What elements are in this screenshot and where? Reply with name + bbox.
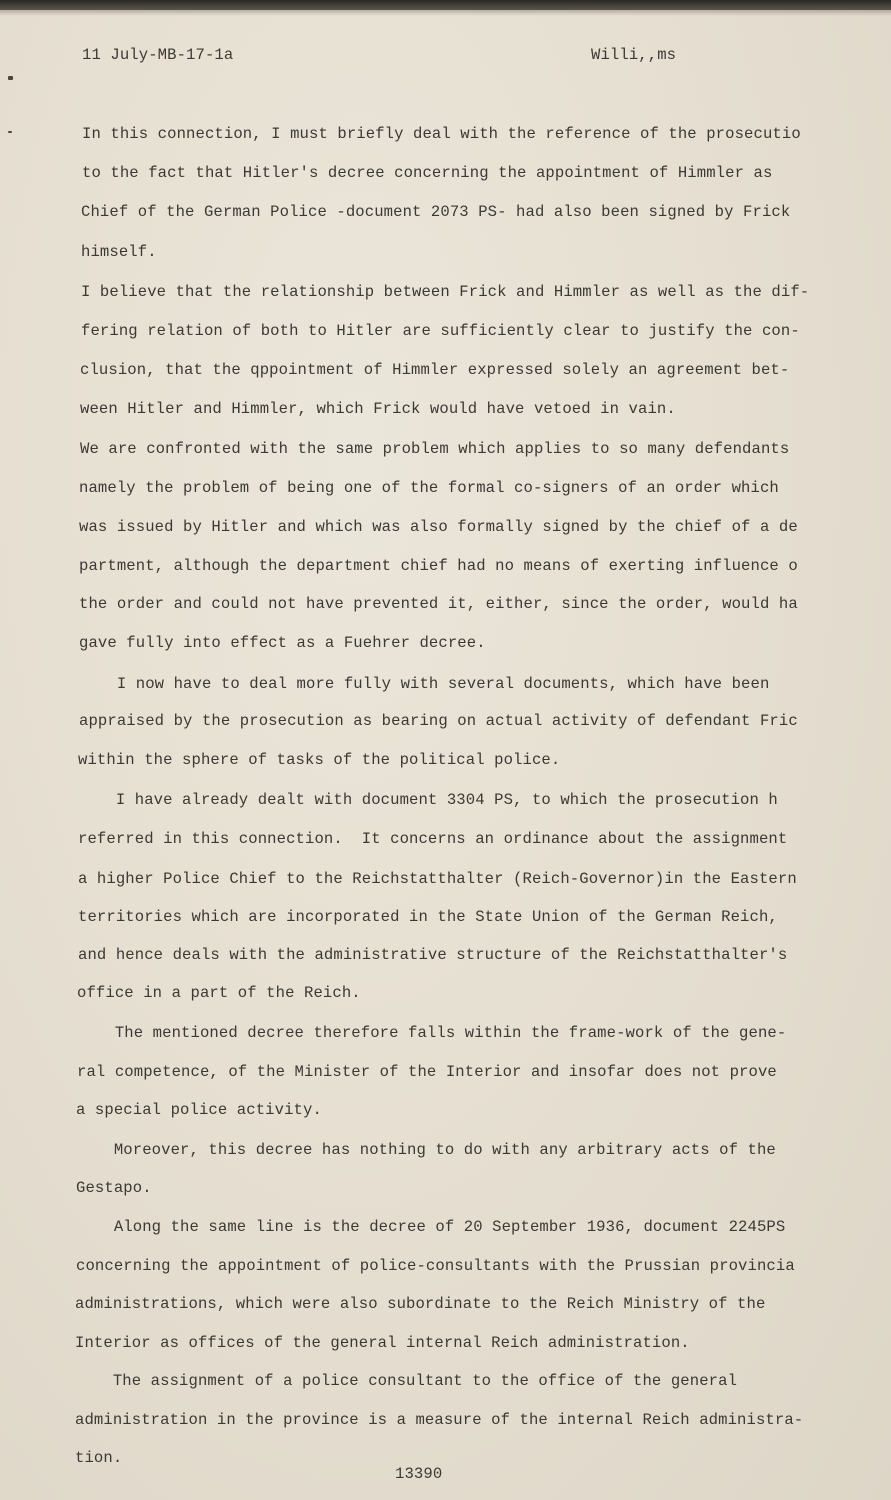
page-number: 13390 [395,1465,443,1483]
body-line: within the sphere of tasks of the political police. [78,751,561,769]
body-line: In this connection, I must briefly deal with the reference of the prosecutio [82,125,801,143]
body-line: concerning the appointment of police-consultants with the Prussian provincia [76,1257,795,1275]
body-line: office in a part of the Reich. [77,984,361,1002]
body-line: Interior as offices of the general internal Reich administration. [75,1334,690,1352]
body-line: I have already dealt with document 3304 PS, to which the prosecution h [78,791,778,809]
body-line: to the fact that Hitler's decree concerning the appointment of Himmler as [82,164,773,182]
punch-mark [8,131,12,133]
body-line: a special police activity. [76,1101,322,1119]
body-line: ween Hitler and Himmler, which Frick would have vetoed in vain. [80,400,676,418]
body-line: The assignment of a police consultant to the office of the general [75,1372,738,1390]
body-line: a higher Police Chief to the Reichstatthalter (Reich-Governor)in the Eastern [78,870,797,888]
body-line: Chief of the German Police -document 2073 PS- had also been signed by Frick [81,203,791,221]
document-reference: 11 July-MB-17-1a [82,46,234,64]
body-line: appraised by the prosecution as bearing on actual activity of defendant Fric [79,712,798,730]
body-line: gave fully into effect as a Fuehrer decree. [79,634,486,652]
body-line: and hence deals with the administrative structure of the Reichstatthalter's [78,946,788,964]
body-line: Moreover, this decree has nothing to do with any arbitrary acts of the [76,1141,776,1159]
body-line: territories which are incorporated in the State Union of the German Reich, [78,908,778,926]
body-line: ral competence, of the Minister of the Interior and insofar does not prove [77,1063,777,1081]
body-line: administrations, which were also subordinate to the Reich Ministry of the [75,1295,766,1313]
page-top-edge [0,0,891,10]
body-line: Gestapo. [76,1179,152,1197]
body-line: The mentioned decree therefore falls within the frame-work of the gene- [77,1024,787,1042]
body-line: partment, although the department chief had no means of exerting influence o [79,557,798,575]
body-line: referred in this connection. It concerns an ordinance about the assignment [78,830,788,848]
body-line: I now have to deal more fully with several documents, which have been [79,675,770,693]
body-line: fering relation of both to Hitler are sufficiently clear to justify the con- [81,322,800,340]
body-line: clusion, that the qppointment of Himmler expressed solely an agreement bet- [80,361,790,379]
body-line: himself. [81,243,157,261]
body-line: We are confronted with the same problem which applies to so many defendants [80,440,790,458]
body-line: administration in the province is a measure of the internal Reich administra- [75,1411,804,1429]
body-line: tion. [75,1449,123,1467]
body-line: Along the same line is the decree of 20 September 1936, document 2245PS [76,1218,786,1236]
body-line: I believe that the relationship between Frick and Himmler as well as the dif- [81,283,810,301]
typist-name: Willi,,ms [591,46,677,64]
body-line: the order and could not have prevented it, either, since the order, would ha [79,595,798,613]
body-line: namely the problem of being one of the formal co-signers of an order which [79,479,779,497]
punch-mark [8,76,13,80]
body-line: was issued by Hitler and which was also formally signed by the chief of a de [79,518,798,536]
